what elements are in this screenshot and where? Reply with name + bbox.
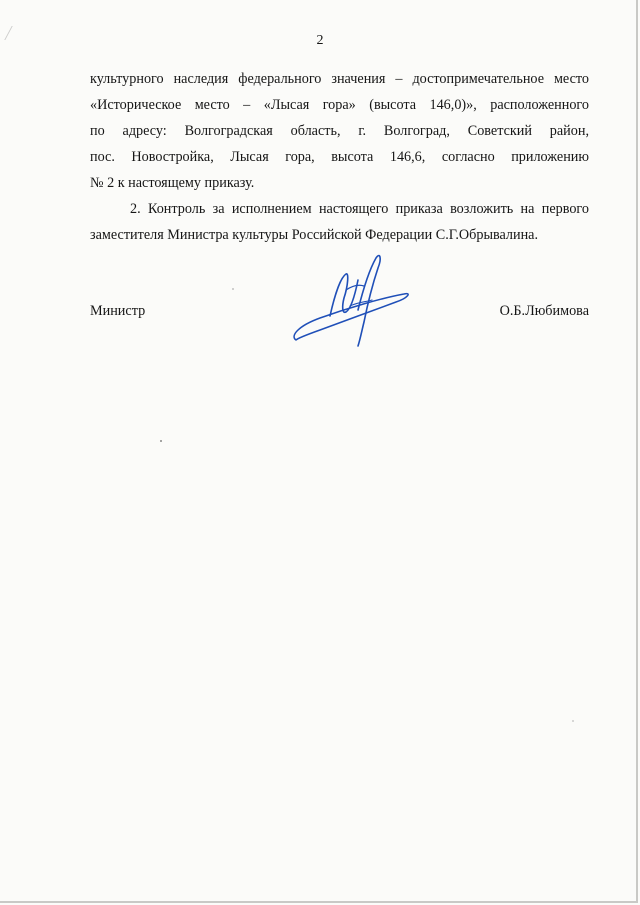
body-line: 2. Контроль за исполнением настоящего приказа возложить на первого <box>130 201 589 217</box>
scan-speck <box>572 720 574 722</box>
page-number: 2 <box>316 33 324 48</box>
body-line: по адресу: Волгоградская область, г. Волгоград, Советский район, <box>90 123 589 139</box>
document-body <box>90 66 589 248</box>
signature-stroke <box>346 285 364 290</box>
handwritten-signature <box>286 250 416 350</box>
scan-speck <box>232 288 234 290</box>
scan-speck <box>160 440 162 442</box>
body-line: пос. Новостройка, Лысая гора, высота 146,6, согласно приложению <box>90 149 589 165</box>
body-line: культурного наследия федерального значения – достопримечательное место <box>90 71 589 87</box>
body-line: заместителя Министра культуры Российской Федерации С.Г.Обрывалина. <box>90 227 539 243</box>
signature-stroke <box>294 294 408 340</box>
body-line: № 2 к настоящему приказу. <box>90 175 255 191</box>
body-line: «Историческое место – «Лысая гора» (высота 146,0)», расположенного <box>90 97 589 113</box>
signatory-name: О.Б.Любимова <box>499 303 589 319</box>
signatory-position: Министр <box>90 303 146 319</box>
